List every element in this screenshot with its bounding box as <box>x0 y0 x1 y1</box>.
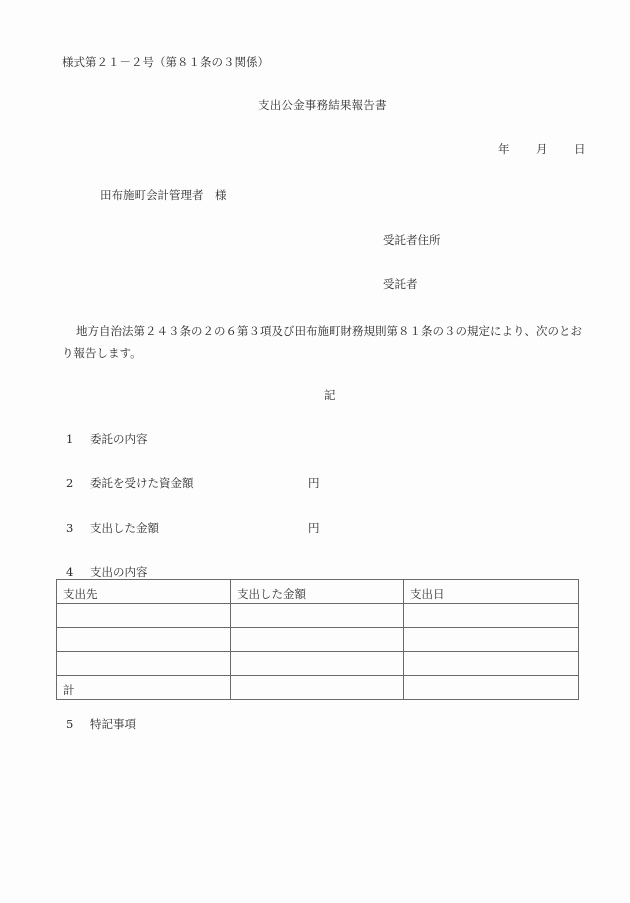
total-label: 計 <box>57 676 231 700</box>
cell-amount[interactable] <box>231 628 404 652</box>
addressee: 田布施町会計管理者 様 <box>100 188 227 202</box>
month-label: 月 <box>536 142 548 156</box>
cell-date[interactable] <box>404 652 579 676</box>
item-label: 支出の内容 <box>90 565 148 579</box>
header-date: 支出日 <box>404 580 579 604</box>
form-number: 様式第２１－２号（第８１条の３関係） <box>62 55 269 69</box>
contractor-label: 受託者 <box>383 277 418 291</box>
table-header-row <box>57 580 579 604</box>
item-number: 1 <box>66 432 74 446</box>
document-title: 支出公金事務結果報告書 <box>258 98 387 112</box>
year-label: 年 <box>498 142 510 156</box>
item-special-notes <box>66 717 136 731</box>
cell-payee[interactable] <box>57 628 231 652</box>
cell-date[interactable] <box>404 628 579 652</box>
item-label: 特記事項 <box>90 717 136 731</box>
item-label: 委託を受けた資金額 <box>90 476 194 490</box>
yen-unit: 円 <box>308 521 320 535</box>
cell-payee[interactable] <box>57 652 231 676</box>
item-expense-details <box>66 565 148 579</box>
item-label: 委託の内容 <box>90 432 148 446</box>
table-row <box>57 652 579 676</box>
cell-date[interactable] <box>404 604 579 628</box>
item-commissioned-funds <box>66 476 320 490</box>
item-number: 2 <box>66 476 74 490</box>
item-amount-spent <box>66 521 320 535</box>
table-row <box>57 604 579 628</box>
item-number: 4 <box>66 565 74 579</box>
ki-marker: 記 <box>324 388 336 402</box>
header-amount: 支出した金額 <box>231 580 404 604</box>
item-number: 5 <box>66 717 74 731</box>
total-amount[interactable] <box>231 676 404 700</box>
day-label: 日 <box>574 142 586 156</box>
total-date[interactable] <box>404 676 579 700</box>
item-number: 3 <box>66 521 74 535</box>
expense-table <box>56 579 579 700</box>
header-payee: 支出先 <box>57 580 231 604</box>
item-commission-content <box>66 432 148 446</box>
cell-amount[interactable] <box>231 652 404 676</box>
table-row <box>57 628 579 652</box>
date-line <box>498 142 586 156</box>
table-total-row <box>57 676 579 700</box>
contractor-address-label: 受託者住所 <box>383 233 441 247</box>
body-paragraph: 地方自治法第２４３条の２の６第３項及び田布施町財務規則第８１条の３の規定により、次のとおり報告します。 <box>62 324 582 360</box>
cell-amount[interactable] <box>231 604 404 628</box>
item-label: 支出した金額 <box>90 521 159 535</box>
yen-unit: 円 <box>308 476 320 490</box>
cell-payee[interactable] <box>57 604 231 628</box>
